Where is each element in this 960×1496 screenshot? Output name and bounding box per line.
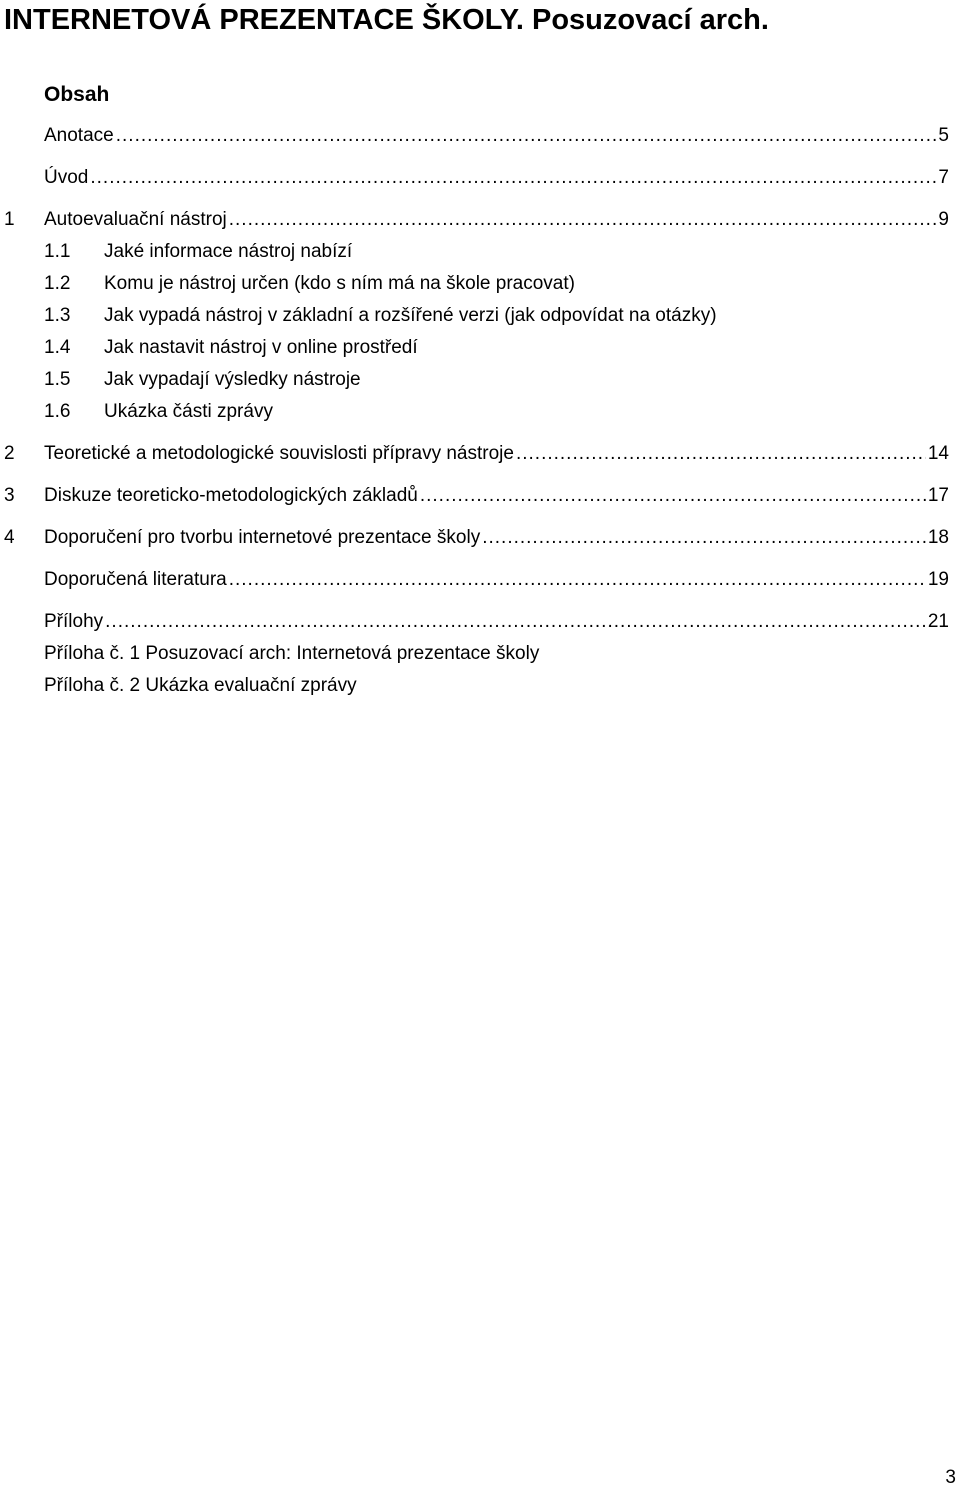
toc-entry-text: Doporučení pro tvorbu internetové prezentace školy (44, 527, 481, 548)
toc-entry-text: Přílohy (44, 611, 104, 632)
toc-entry-anotace[interactable] (0, 123, 949, 149)
toc-entry-section-1-4[interactable] (0, 335, 949, 361)
toc-entry-section-1-5[interactable] (0, 367, 949, 393)
toc-entry-text: Doporučená literatura (44, 569, 227, 590)
toc-page-number: 14 (927, 443, 949, 464)
toc-dot-leader (116, 123, 937, 149)
toc-number: 2 (4, 443, 15, 464)
toc-entry-text: Jak vypadá nástroj v základní a rozšířené verzi (jak odpovídat na otázky) (104, 305, 717, 326)
toc-entry-literatura[interactable] (0, 567, 949, 593)
toc-page-number: 9 (938, 209, 949, 230)
toc-entry-text: Anotace (44, 125, 114, 146)
toc-number: 1.4 (44, 337, 71, 358)
toc-entry-text: Ukázka části zprávy (104, 401, 273, 422)
toc-page-number: 7 (938, 167, 949, 188)
toc-entry-text: Příloha č. 1 Posuzovací arch: Internetová prezentace školy (44, 643, 540, 664)
toc-entry-prilohy[interactable] (0, 609, 949, 635)
toc-entry-text: Jak nastavit nástroj v online prostředí (104, 337, 418, 358)
toc-heading: Obsah (44, 83, 110, 106)
toc-entry-text: Příloha č. 2 Ukázka evaluační zprávy (44, 675, 357, 696)
toc-entry-section-1[interactable] (0, 207, 949, 233)
toc-number: 1.3 (44, 305, 71, 326)
toc-page-number: 18 (927, 527, 949, 548)
toc-number: 1.1 (44, 241, 71, 262)
toc-page-number: 5 (938, 125, 949, 146)
toc-dot-leader (420, 483, 926, 509)
document-title: INTERNETOVÁ PREZENTACE ŠKOLY. Posuzovací arch. (4, 4, 769, 36)
toc-entry-section-1-6[interactable] (0, 399, 949, 425)
toc-entry-section-4[interactable] (0, 525, 949, 551)
toc-page-number: 21 (927, 611, 949, 632)
toc-number: 1.5 (44, 369, 71, 390)
toc-entry-priloha-2[interactable] (0, 673, 949, 699)
toc-entry-text: Jak vypadají výsledky nástroje (104, 369, 361, 390)
toc-entry-section-1-1[interactable] (0, 239, 949, 265)
toc-dot-leader (90, 165, 936, 191)
page-number: 3 (945, 1467, 956, 1488)
toc-dot-leader (482, 525, 926, 551)
toc-number: 1.6 (44, 401, 71, 422)
toc-entry-section-3[interactable] (0, 483, 949, 509)
toc-entry-text: Komu je nástroj určen (kdo s ním má na škole pracovat) (104, 273, 575, 294)
toc-dot-leader (229, 207, 937, 233)
toc-number: 4 (4, 527, 15, 548)
toc-entry-text: Teoretické a metodologické souvislosti přípravy nástroje (44, 443, 514, 464)
toc-entry-uvod[interactable] (0, 165, 949, 191)
toc-entry-section-2[interactable] (0, 441, 949, 467)
toc-page-number: 19 (927, 569, 949, 590)
toc-entry-section-1-3[interactable] (0, 303, 949, 329)
toc-entry-text: Diskuze teoreticko-metodologických základů (44, 485, 418, 506)
toc-dot-leader (516, 441, 926, 467)
toc-entry-section-1-2[interactable] (0, 271, 949, 297)
toc-dot-leader (105, 609, 926, 635)
toc-number: 1.2 (44, 273, 71, 294)
toc-entry-text: Autoevaluační nástroj (44, 209, 227, 230)
toc-entry-priloha-1[interactable] (0, 641, 949, 667)
toc-entry-text: Úvod (44, 167, 89, 188)
toc-entry-text: Jaké informace nástroj nabízí (104, 241, 353, 262)
toc-page-number: 17 (927, 485, 949, 506)
toc-dot-leader (229, 567, 926, 593)
toc-number: 3 (4, 485, 15, 506)
toc-number: 1 (4, 209, 15, 230)
